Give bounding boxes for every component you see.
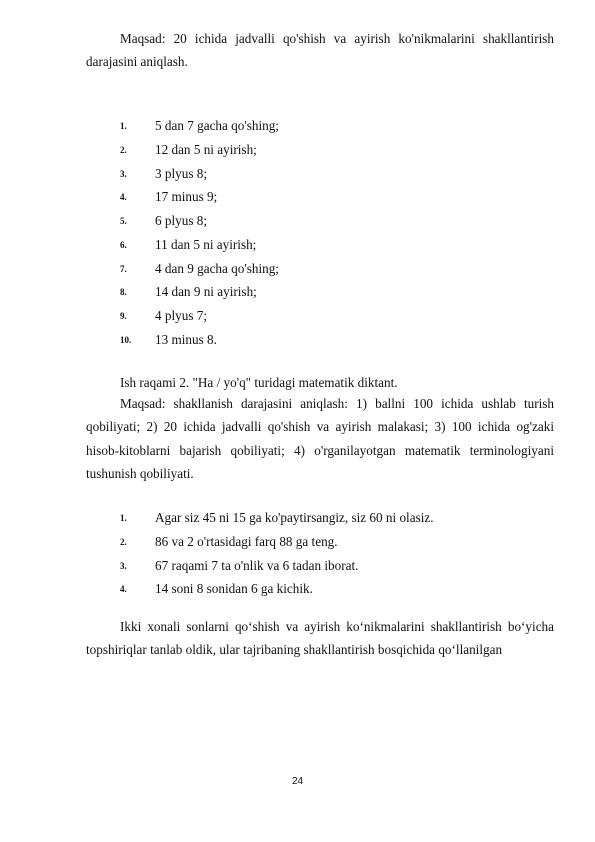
section1-goal-paragraph: Maqsad: 20 ichida jadvalli qo'shish va ayirish ko'nikmalarini shakllantirish darajasini aniqlash. [86,31,554,70]
list-item-number: 1. [120,121,127,131]
list-item [0,557,595,575]
list-item-text: 86 va 2 o'rtasidagi farq 88 ga teng. [155,534,338,549]
list-item [0,580,595,598]
section2-heading: Ish raqami 2. "Ha / yo'q" turidagi matematik diktant. [120,375,398,390]
list-item-text: 3 plyus 8; [155,166,208,181]
list-item [0,533,595,551]
list-item-number: 9. [120,311,127,321]
list-item-number: 5. [120,216,127,226]
page-number: 24 [291,776,304,787]
list-item [0,188,595,206]
list-item [0,117,595,135]
list-item [0,307,595,325]
list-item-number: 8. [120,287,127,297]
list-item [0,141,595,159]
list-item-text: Agar siz 45 ni 15 ga ko'paytirsangiz, siz 60 ni olasiz. [155,510,434,525]
section2-goal-paragraph: Maqsad: shakllanish darajasini aniqlash: 1) ballni 100 ichida ushlab turish qobiliyati; 2) 20 ichida jadvalli qo'shish va ayirish malakasi; 3) 100 ichida og'zaki hisob-kitoblarni bajarish qobiliyati; 4) o'rganilayotgan matematik terminologiyani tushunish qobiliyati. [86,396,554,482]
list-item-text: 14 dan 9 ni ayirish; [155,284,257,299]
list-item-text: 17 minus 9; [155,189,218,204]
list-item [0,260,595,278]
list-item-number: 10. [120,335,132,345]
list-item [0,212,595,230]
list-item-number: 1. [120,513,127,523]
list-item-number: 2. [120,145,127,155]
list-item-number: 3. [120,561,127,571]
list-item-text: 5 dan 7 gacha qo'shing; [155,118,279,133]
list-item-text: 14 soni 8 sonidan 6 ga kichik. [155,581,313,596]
list-item-text: 4 dan 9 gacha qo'shing; [155,261,279,276]
list-item [0,509,595,527]
list-item [0,331,595,349]
list-item-number: 4. [120,192,127,202]
closing-paragraph: Ikki xonali sonlarni qo‘shish va ayirish ko‘nikmalarini shakllantirish bo‘yicha topshiriqlar tanlab oldik, ular tajribaning shakllantirish bosqichida qo‘llanilgan [86,619,554,658]
list-item-number: 3. [120,169,127,179]
list-item-text: 12 dan 5 ni ayirish; [155,142,257,157]
list-item-text: 67 raqami 7 ta o'nlik va 6 tadan iborat. [155,558,359,573]
list-item-number: 6. [120,240,127,250]
list-item-text: 13 minus 8. [155,332,217,347]
list-item-text: 6 plyus 8; [155,213,208,228]
list-item [0,165,595,183]
list-item [0,236,595,254]
list-item-number: 7. [120,264,127,274]
list-item [0,283,595,301]
list-item-number: 2. [120,537,127,547]
list-item-number: 4. [120,584,127,594]
list-item-text: 4 plyus 7; [155,308,208,323]
list-item-text: 11 dan 5 ni ayirish; [155,237,257,252]
